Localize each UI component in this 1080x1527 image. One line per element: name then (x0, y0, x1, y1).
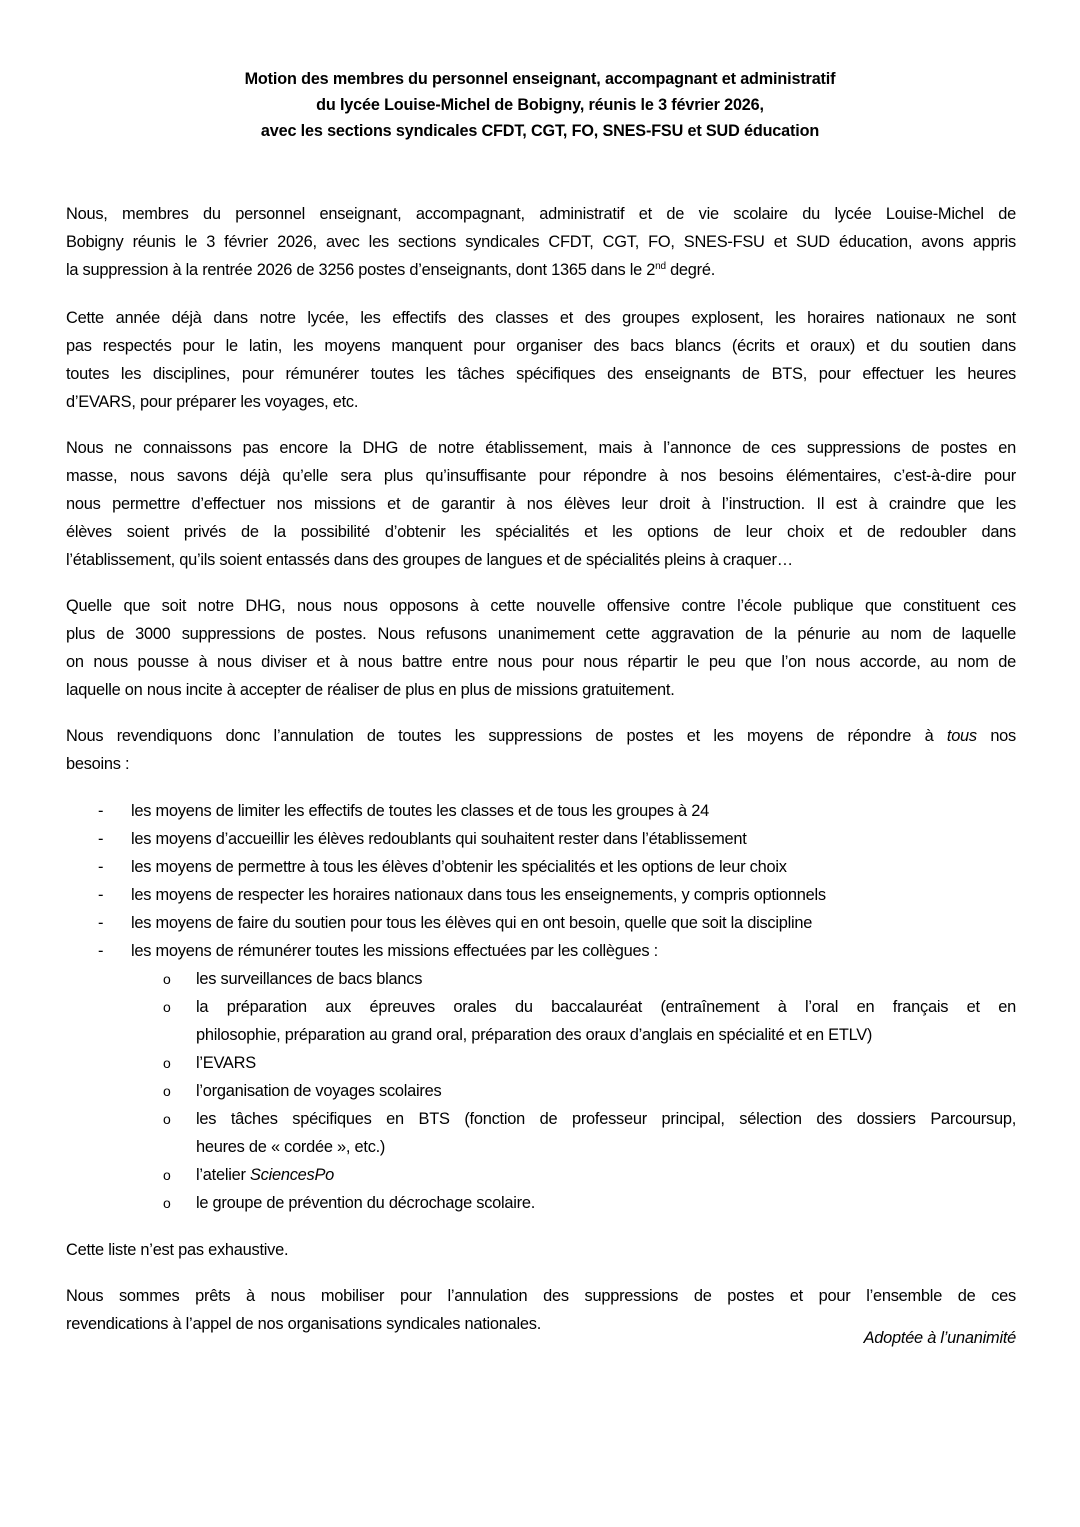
superscript: nd (655, 261, 666, 272)
text-line: l’établissement, qu’ils soient entassés dans des groupes de langues et de spécialités pleins à craquer… (66, 551, 793, 569)
text-line: plus de 3000 suppressions de postes. Nous refusons unanimement cette aggravation de la pénurie au nom de laquelle (66, 625, 1016, 643)
demands-list (66, 797, 1016, 965)
paragraph-intro (66, 200, 1016, 284)
list-item-text: philosophie, préparation au grand oral, préparation des oraux d’anglais en spécialité et en ETLV) (196, 1026, 873, 1044)
text-line: Quelle que soit notre DHG, nous nous opposons à cette nouvelle offensive contre l’école publique que constituent ces (66, 597, 1016, 615)
text-line: pas respectés pour le latin, les moyens manquent pour organiser des bacs blancs (écrits et oraux) et du soutien dans (66, 337, 1016, 355)
text-line: nous permettre d’effectuer nos missions et de garantir à nos élèves leur droit à l’instruction. Il est à craindre que les (66, 495, 1016, 513)
list-item-text: heures de « cordée », etc.) (196, 1138, 386, 1156)
title-line: Motion des membres du personnel enseignant, accompagnant et administratif (244, 70, 836, 88)
list-item (66, 909, 1016, 937)
text-line: masse, nous savons déjà qu’elle sera plus qu’insuffisante pour répondre à nos besoins élémentaires, c’est-à-dire pour (66, 467, 1016, 485)
dash-bullet: - (98, 858, 104, 876)
circle-bullet: o (163, 1111, 171, 1127)
text-line: Nous sommes prêts à nous mobiliser pour l’annulation des suppressions de postes et pour l’ensemble de ces (66, 1287, 1016, 1305)
text-line: Cette année déjà dans notre lycée, les effectifs des classes et des groupes explosent, les horaires nationaux ne sont (66, 309, 1016, 327)
sublist-item (66, 1189, 1016, 1217)
text-line: élèves soient privés de la possibilité d’obtenir les spécialités et les options de leur choix et de redoubler dans (66, 523, 1016, 541)
paragraph-opposition (66, 592, 1016, 704)
text-line: Nous ne connaissons pas encore la DHG de notre établissement, mais à l’annonce de ces suppressions de postes en (66, 439, 1016, 457)
text-fragment: la suppression à la rentrée 2026 de 3256 postes d’enseignants, dont 1365 dans le 2 (66, 261, 656, 279)
text-line (66, 256, 1016, 284)
document-title (0, 66, 1080, 144)
circle-bullet: o (163, 971, 171, 987)
list-item-text: les tâches spécifiques en BTS (fonction de professeur principal, sélection des dossiers Parcoursup, (196, 1110, 1016, 1128)
list-item (66, 853, 1016, 881)
adoption-signature: Adoptée à l’unanimité (863, 1329, 1016, 1347)
sublist-item (66, 1161, 1016, 1189)
emphasis: SciencesPo (249, 1166, 335, 1184)
text-line (66, 722, 1016, 750)
paragraph-not-exhaustive (66, 1236, 1016, 1264)
text-fragment: Nous revendiquons donc l’annulation de toutes les suppressions de postes et les moyens de répondre à (66, 727, 947, 745)
text-line: Cette liste n’est pas exhaustive. (66, 1241, 289, 1259)
dash-bullet: - (98, 830, 104, 848)
list-item-text: l’EVARS (196, 1054, 256, 1072)
list-item-text: les moyens d’accueillir les élèves redoublants qui souhaitent rester dans l’établissement (131, 830, 747, 848)
list-item-text: la préparation aux épreuves orales du baccalauréat (entraînement à l’oral en français et en (196, 998, 1016, 1016)
emphasis: tous (946, 727, 977, 745)
list-item-text: les surveillances de bacs blancs (196, 970, 423, 988)
sublist-item (66, 993, 1016, 1049)
paragraph-demands-intro (66, 722, 1016, 778)
missions-sublist (66, 965, 1016, 1217)
text-fragment: l’atelier (196, 1166, 250, 1184)
text-line: laquelle on nous incite à accepter de réaliser de plus en plus de missions gratuitement. (66, 681, 675, 699)
list-item (66, 881, 1016, 909)
circle-bullet: o (163, 1195, 171, 1211)
dash-bullet: - (98, 886, 104, 904)
list-item-text: les moyens de faire du soutien pour tous les élèves qui en ont besoin, quelle que soit la discipline (131, 914, 813, 932)
paragraph-current-situation (66, 304, 1016, 416)
list-item-text: l’organisation de voyages scolaires (196, 1082, 442, 1100)
paragraph-dhg (66, 434, 1016, 574)
text-fragment: degré. (665, 261, 716, 279)
text-line: revendications à l’appel de nos organisations syndicales nationales. (66, 1315, 542, 1333)
list-item (66, 937, 1016, 965)
circle-bullet: o (163, 1055, 171, 1071)
sublist-item (66, 1077, 1016, 1105)
list-item-text: les moyens de limiter les effectifs de toutes les classes et de tous les groupes à 24 (131, 802, 709, 820)
dash-bullet: - (98, 942, 104, 960)
list-item-text (196, 1161, 1016, 1189)
circle-bullet: o (163, 999, 171, 1015)
dash-bullet: - (98, 914, 104, 932)
circle-bullet: o (163, 1083, 171, 1099)
list-item-text: les moyens de rémunérer toutes les missions effectuées par les collègues : (131, 942, 658, 960)
title-line: du lycée Louise-Michel de Bobigny, réunis le 3 février 2026, (316, 96, 764, 114)
list-item-text: le groupe de prévention du décrochage scolaire. (196, 1194, 536, 1212)
list-item-text: les moyens de permettre à tous les élèves d’obtenir les spécialités et les options de leur choix (131, 858, 787, 876)
sublist-item (66, 965, 1016, 993)
text-line: toutes les disciplines, pour rémunérer toutes les tâches spécifiques des enseignants de BTS, pour effectuer les heures (66, 365, 1016, 383)
circle-bullet: o (163, 1167, 171, 1183)
dash-bullet: - (98, 802, 104, 820)
text-line: besoins : (66, 755, 130, 773)
text-line: on nous pousse à nous diviser et à nous battre entre nous pour nous répartir le peu que l’on nous accorde, au nom de (66, 653, 1016, 671)
sublist-item (66, 1049, 1016, 1077)
sublist-item (66, 1105, 1016, 1161)
list-item (66, 825, 1016, 853)
text-line: d’EVARS, pour préparer les voyages, etc. (66, 393, 359, 411)
text-line: Nous, membres du personnel enseignant, accompagnant, administratif et de vie scolaire du lycée Louise-Michel de (66, 205, 1016, 223)
list-item (66, 797, 1016, 825)
text-fragment: nos (976, 727, 1016, 745)
list-item-text: les moyens de respecter les horaires nationaux dans tous les enseignements, y compris optionnels (131, 886, 826, 904)
text-line: Bobigny réunis le 3 février 2026, avec les sections syndicales CFDT, CGT, FO, SNES-FSU et SUD éducation, avons appris (66, 233, 1016, 251)
title-line: avec les sections syndicales CFDT, CGT, FO, SNES-FSU et SUD éducation (260, 122, 820, 140)
